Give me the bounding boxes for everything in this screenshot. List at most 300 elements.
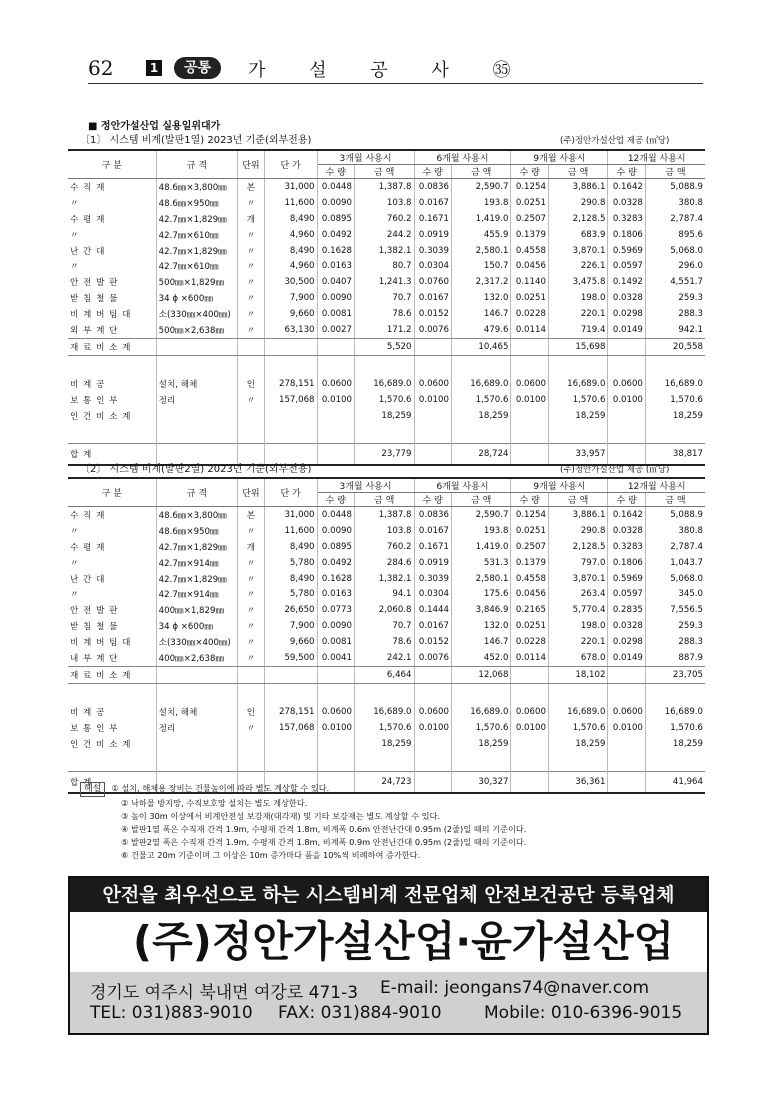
item-amount: 70.7 [355, 618, 415, 634]
item-qty: 0.0328 [608, 523, 645, 539]
item-amount: 1,419.0 [451, 211, 511, 227]
item-amount: 290.8 [548, 195, 608, 211]
item-unit: 〃 [238, 392, 264, 408]
note-line: ⑥ 건물고 20m 기준이며 그 이상은 10m 증가마다 품을 10%씩 비례하여 증가한다. [121, 850, 421, 860]
subtotal-row [68, 666, 705, 683]
item-price: 8,490 [264, 571, 317, 587]
item-price: 63,130 [264, 322, 317, 338]
subtotal-amount: 18,259 [355, 408, 415, 424]
item-unit: 〃 [238, 555, 264, 571]
item-qty: 0.0919 [414, 555, 451, 571]
item-qty: 0.0076 [414, 650, 451, 666]
item-spec: 소(330㎜×400㎜) [156, 306, 238, 322]
item-qty: 0.0167 [414, 523, 451, 539]
item-unit: 〃 [238, 650, 264, 666]
item-spec: 400㎜×2,638㎜ [156, 650, 238, 666]
table2-unit: (주)정안가설산업 제공 (㎡당) [560, 465, 670, 475]
item-unit: 〃 [238, 602, 264, 618]
item-qty: 0.0773 [317, 602, 354, 618]
item-amount: 78.6 [355, 634, 415, 650]
item-amount: 455.9 [451, 227, 511, 243]
item-amount: 132.0 [451, 618, 511, 634]
item-spec: 소(330㎜×400㎜) [156, 634, 238, 650]
col-period: 3개월 사용시 [317, 478, 414, 493]
item-amount: 16,689.0 [548, 376, 608, 392]
col-qty: 수 량 [511, 493, 548, 507]
item-qty: 0.0114 [511, 650, 548, 666]
item-amount: 678.0 [548, 650, 608, 666]
item-amount: 242.1 [355, 650, 415, 666]
item-amount: 175.6 [451, 586, 511, 602]
item-price: 8,490 [264, 243, 317, 259]
notes-tag: 해설 [80, 782, 105, 797]
item-qty: 0.0448 [317, 179, 354, 195]
item-qty: 0.0251 [511, 523, 548, 539]
col-unit: 단위 [238, 478, 264, 507]
item-qty: 0.3039 [414, 243, 451, 259]
col-amt: 금 액 [548, 165, 608, 179]
table-row [68, 634, 705, 650]
col-spec: 규 격 [156, 478, 238, 507]
item-qty: 0.0304 [414, 586, 451, 602]
item-amount: 5,068.0 [670, 245, 703, 256]
item-unit: 〃 [238, 523, 264, 539]
item-amount: 2,128.5 [548, 211, 608, 227]
col-amt: 금 액 [451, 493, 511, 507]
item-qty: 0.5969 [608, 243, 645, 259]
item-amount: 1,570.6 [670, 722, 703, 733]
item-amount: 78.6 [355, 306, 415, 322]
item-amount: 1,387.8 [355, 179, 415, 195]
item-qty: 0.0114 [511, 322, 548, 338]
item-amount: 2,128.5 [548, 539, 608, 555]
item-name: 수 직 재 [68, 507, 156, 523]
item-amount: 284.6 [355, 555, 415, 571]
item-price: 157,068 [264, 392, 317, 408]
item-spec: 400㎜×1,829㎜ [156, 602, 238, 618]
item-qty: 0.2507 [511, 211, 548, 227]
ad-email: E-mail: jeongans74@naver.com [380, 978, 650, 998]
item-unit: 〃 [238, 258, 264, 274]
chapter-title: 가 설 공 사 ㉟ [248, 60, 530, 81]
subtotal-amount: 23,779 [355, 444, 415, 466]
item-spec: 34 ϕ ×600㎜ [156, 618, 238, 634]
table-row [68, 539, 705, 555]
col-amt: 금 액 [451, 165, 511, 179]
item-qty: 0.1254 [511, 507, 548, 523]
item-spec: 48.6㎜×950㎜ [156, 523, 238, 539]
category-pill: 공통 [174, 57, 221, 79]
page-number: 62 [88, 56, 114, 80]
item-qty: 0.3039 [414, 571, 451, 587]
item-price: 11,600 [264, 523, 317, 539]
item-price: 31,000 [264, 507, 317, 523]
item-amount: 198.0 [548, 618, 608, 634]
item-spec: 42.7㎜×914㎜ [156, 555, 238, 571]
item-amount: 16,689.0 [664, 706, 703, 717]
item-name: 〃 [68, 586, 156, 602]
item-qty: 0.2507 [511, 539, 548, 555]
item-amount: 220.1 [548, 634, 608, 650]
subtotal-name: 인 건 비 소 계 [68, 736, 156, 752]
item-amount: 345.0 [678, 589, 703, 600]
subtotal-amount: 33,957 [548, 444, 608, 466]
item-qty: 0.0328 [608, 290, 645, 306]
subtotal-name: 합 계 [68, 772, 156, 794]
item-qty: 0.0027 [317, 322, 354, 338]
item-spec: 48.6㎜×3,800㎜ [156, 507, 238, 523]
item-spec: 42.7㎜×1,829㎜ [156, 211, 238, 227]
ad-banner: 안전을 최우선으로 하는 시스템비계 전문업체 안전보건공단 등록업체 [70, 878, 707, 912]
item-amount: 760.2 [355, 539, 415, 555]
item-price: 5,780 [264, 555, 317, 571]
col-period: 9개월 사용시 [511, 150, 608, 165]
item-amount: 2,590.7 [451, 179, 511, 195]
subtotal-amount: 24,723 [355, 772, 415, 794]
subtotal-amount: 18,259 [451, 736, 511, 752]
note-line: ④ 발판1열 폭은 수직재 간격 1.9m, 수평재 간격 1.8m, 비계폭 0.6m 안전난간대 0.95m (2줄)일 때의 기준이다. [121, 824, 527, 834]
subtotal-amount: 28,724 [451, 444, 511, 466]
item-amount: 3,886.1 [548, 507, 608, 523]
item-amount: 2,590.7 [451, 507, 511, 523]
item-spec: 정리 [156, 720, 238, 736]
ad-company: (주)정안가설산업·윤가설산업 [132, 917, 675, 966]
item-qty: 0.1628 [317, 243, 354, 259]
header-rule [88, 83, 703, 84]
item-spec: 500㎜×1,829㎜ [156, 274, 238, 290]
subtotal-amount: 18,259 [355, 736, 415, 752]
item-qty: 0.0228 [511, 306, 548, 322]
item-amount: 3,870.1 [548, 243, 608, 259]
item-unit: 인 [238, 704, 264, 720]
item-qty: 0.0600 [511, 704, 548, 720]
item-qty: 0.0328 [608, 618, 645, 634]
item-amount: 171.2 [355, 322, 415, 338]
item-amount: 5,088.9 [670, 181, 703, 192]
ad-mobile: Mobile: 010-6396-9015 [484, 1003, 683, 1023]
col-amt: 금 액 [645, 165, 705, 179]
col-gubun: 구 분 [68, 478, 156, 507]
item-amount: 16,689.0 [451, 704, 511, 720]
col-period: 9개월 사용시 [511, 478, 608, 493]
item-qty: 0.0407 [317, 274, 354, 290]
subtotal-amount: 18,259 [672, 738, 703, 749]
item-qty: 0.0100 [317, 392, 354, 408]
item-amount: 5,068.0 [670, 573, 703, 584]
item-amount: 719.4 [548, 322, 608, 338]
item-price: 7,900 [264, 618, 317, 634]
table-row [68, 195, 705, 211]
item-qty: 0.0600 [317, 704, 354, 720]
item-amount: 1,419.0 [451, 539, 511, 555]
item-qty: 0.1492 [608, 274, 645, 290]
item-qty: 0.0100 [511, 720, 548, 736]
table-row [68, 523, 705, 539]
ad-fax: FAX: 031)884-9010 [278, 1003, 442, 1023]
item-qty: 0.0251 [511, 618, 548, 634]
item-qty: 0.0328 [608, 195, 645, 211]
item-amount: 16,689.0 [355, 704, 415, 720]
item-qty: 0.0304 [414, 258, 451, 274]
item-qty: 0.0492 [317, 227, 354, 243]
item-amount: 1,570.6 [451, 720, 511, 736]
item-amount: 70.7 [355, 290, 415, 306]
col-qty: 수 량 [414, 493, 451, 507]
item-amount: 1,382.1 [355, 571, 415, 587]
table-row [68, 322, 705, 338]
item-qty: 0.0251 [511, 195, 548, 211]
item-qty: 0.0456 [511, 258, 548, 274]
table-row [68, 618, 705, 634]
item-amount: 3,886.1 [548, 179, 608, 195]
item-amount: 3,475.8 [548, 274, 608, 290]
item-price: 9,660 [264, 306, 317, 322]
item-qty: 0.0076 [414, 322, 451, 338]
table-row [68, 720, 705, 736]
item-amount: 103.8 [355, 195, 415, 211]
item-amount: 1,570.6 [355, 392, 415, 408]
col-qty: 수 량 [511, 165, 548, 179]
item-name: 〃 [68, 555, 156, 571]
item-spec: 42.7㎜×610㎜ [156, 258, 238, 274]
item-qty: 0.0597 [608, 258, 645, 274]
subtotal-amount: 12,068 [451, 666, 511, 683]
item-qty: 0.5969 [608, 571, 645, 587]
col-gubun: 구 분 [68, 150, 156, 179]
table-row [68, 586, 705, 602]
item-name: 수 평 재 [68, 211, 156, 227]
item-price: 59,500 [264, 650, 317, 666]
item-amount: 103.8 [355, 523, 415, 539]
item-qty: 0.0100 [511, 392, 548, 408]
col-qty: 수 량 [414, 165, 451, 179]
subtotal-row [68, 736, 705, 752]
item-amount: 146.7 [451, 634, 511, 650]
subtotal-amount: 41,964 [645, 772, 705, 794]
doc-heading: ■ 정안가설산업 실용일위대가 [88, 121, 221, 132]
item-unit: 〃 [238, 618, 264, 634]
table1-caption: 〔1〕 시스템 비계(발판1열) 2023년 기준(외부전용) [80, 135, 312, 146]
table-row [68, 602, 705, 618]
item-amount: 150.7 [451, 258, 511, 274]
item-spec: 48.6㎜×950㎜ [156, 195, 238, 211]
item-qty: 0.0163 [317, 586, 354, 602]
item-amount: 2,317.2 [451, 274, 511, 290]
item-unit: 〃 [238, 306, 264, 322]
table1-unit: (주)정안가설산업 제공 (㎡당) [560, 136, 670, 146]
item-spec: 42.7㎜×914㎜ [156, 586, 238, 602]
item-price: 8,490 [264, 539, 317, 555]
item-qty: 0.0163 [317, 258, 354, 274]
item-unit: 본 [238, 179, 264, 195]
item-name: 비 계 버 팀 대 [68, 306, 156, 322]
item-qty: 0.0600 [608, 704, 645, 720]
note-text: ① 설치, 해체용 장비는 건물높이에 따라 별도 계상할 수 있다. [111, 783, 330, 793]
table2 [68, 477, 705, 794]
subtotal-amount: 6,464 [355, 666, 415, 683]
item-amount: 2,060.8 [355, 602, 415, 618]
item-name: 받 침 철 물 [68, 290, 156, 306]
item-amount: 380.8 [678, 525, 703, 536]
note-line: ⑤ 발판2열 폭은 수직재 간격 1.9m, 수평재 간격 1.8m, 비계폭 0.9m 안전난간대 0.95m (2줄)일 때의 기준이다. [121, 837, 527, 847]
subtotal-name: 재 료 비 소 계 [68, 666, 156, 683]
subtotal-row [68, 408, 705, 424]
col-qty: 수 량 [608, 165, 645, 179]
item-qty: 0.0836 [414, 179, 451, 195]
item-qty: 0.0100 [608, 392, 645, 408]
item-qty: 0.0448 [317, 507, 354, 523]
item-amount: 2,580.1 [451, 243, 511, 259]
col-price: 단 가 [264, 478, 317, 507]
item-amount: 2,580.1 [451, 571, 511, 587]
item-spec: 42.7㎜×1,829㎜ [156, 571, 238, 587]
item-qty: 0.1379 [511, 555, 548, 571]
col-unit: 단위 [238, 150, 264, 179]
item-price: 30,500 [264, 274, 317, 290]
item-amount: 1,241.3 [355, 274, 415, 290]
table-row [68, 650, 705, 666]
item-qty: 0.0149 [608, 322, 645, 338]
col-qty: 수 량 [317, 493, 354, 507]
item-unit: 개 [238, 539, 264, 555]
item-qty: 0.1642 [608, 507, 645, 523]
item-price: 9,660 [264, 634, 317, 650]
item-qty: 0.0298 [608, 634, 645, 650]
advertisement [68, 876, 709, 1035]
item-unit: 〃 [238, 195, 264, 211]
item-amount: 3,870.1 [548, 571, 608, 587]
subtotal-amount: 18,259 [548, 408, 608, 424]
subtotal-amount: 10,465 [451, 338, 511, 355]
subtotal-amount: 20,558 [645, 338, 705, 355]
note-line [80, 782, 526, 797]
notes [80, 782, 526, 862]
table-row [68, 704, 705, 720]
item-name: 내 부 계 단 [68, 650, 156, 666]
item-qty: 0.0167 [414, 195, 451, 211]
item-qty: 0.0152 [414, 306, 451, 322]
table-row [68, 179, 705, 195]
subtotal-amount: 30,327 [451, 772, 511, 794]
subtotal-amount: 23,705 [645, 666, 705, 683]
table-row [68, 243, 705, 259]
note-line: ② 낙하물 방지망, 수직보호망 설치는 별도 계상한다. [121, 798, 308, 808]
ad-tel: TEL: 031)883-9010 [90, 1003, 253, 1023]
item-qty: 0.1671 [414, 211, 451, 227]
ad-contact [70, 972, 707, 1033]
item-qty: 0.0492 [317, 555, 354, 571]
item-amount: 5,088.9 [670, 509, 703, 520]
subtotal-name: 인 건 비 소 계 [68, 408, 156, 424]
item-amount: 290.8 [548, 523, 608, 539]
subtotal-row [68, 338, 705, 355]
item-qty: 0.0167 [414, 618, 451, 634]
item-amount: 288.3 [678, 309, 703, 320]
item-qty: 0.0600 [414, 704, 451, 720]
item-qty: 0.0081 [317, 634, 354, 650]
item-amount: 288.3 [678, 637, 703, 648]
table-row [68, 274, 705, 290]
col-period: 12개월 사용시 [608, 478, 705, 493]
item-qty: 0.3283 [608, 211, 645, 227]
item-amount: 1,570.6 [548, 392, 608, 408]
item-unit: 〃 [238, 720, 264, 736]
item-name: 비 계 버 팀 대 [68, 634, 156, 650]
table2-caption: 〔2〕 시스템 비계(발판2열) 2023년 기준(외부전용) [80, 464, 312, 475]
table-row [68, 258, 705, 274]
col-period: 6개월 사용시 [414, 478, 511, 493]
item-name: 난 간 대 [68, 243, 156, 259]
item-name: 받 침 철 물 [68, 618, 156, 634]
item-name: 안 전 발 판 [68, 602, 156, 618]
item-unit: 〃 [238, 571, 264, 587]
item-price: 8,490 [264, 211, 317, 227]
item-price: 26,650 [264, 602, 317, 618]
item-name: 수 평 재 [68, 539, 156, 555]
item-amount: 1,570.6 [670, 394, 703, 405]
item-amount: 220.1 [548, 306, 608, 322]
item-qty: 0.1806 [608, 227, 645, 243]
item-amount: 452.0 [451, 650, 511, 666]
item-price: 4,960 [264, 258, 317, 274]
item-qty: 0.0895 [317, 211, 354, 227]
item-qty: 0.0600 [414, 376, 451, 392]
item-qty: 0.0152 [414, 634, 451, 650]
item-unit: 〃 [238, 634, 264, 650]
item-amount: 1,382.1 [355, 243, 415, 259]
item-qty: 0.4558 [511, 243, 548, 259]
item-qty: 0.3283 [608, 539, 645, 555]
table-row [68, 571, 705, 587]
item-qty: 0.0600 [511, 376, 548, 392]
item-amount: 16,689.0 [548, 704, 608, 720]
table-row [68, 227, 705, 243]
table-row [68, 290, 705, 306]
item-amount: 479.6 [451, 322, 511, 338]
col-period: 3개월 사용시 [317, 150, 414, 165]
item-unit: 개 [238, 211, 264, 227]
item-qty: 0.0100 [414, 392, 451, 408]
item-name: 보 통 인 부 [68, 720, 156, 736]
item-amount: 263.4 [548, 586, 608, 602]
item-amount: 1,570.6 [451, 392, 511, 408]
item-qty: 0.0597 [608, 586, 645, 602]
item-spec: 42.7㎜×1,829㎜ [156, 243, 238, 259]
item-unit: 〃 [238, 243, 264, 259]
item-qty: 0.0167 [414, 290, 451, 306]
item-qty: 0.0041 [317, 650, 354, 666]
item-qty: 0.1642 [608, 179, 645, 195]
item-amount: 94.1 [355, 586, 415, 602]
item-qty: 0.2165 [511, 602, 548, 618]
item-spec: 48.6㎜×3,800㎜ [156, 179, 238, 195]
col-amt: 금 액 [548, 493, 608, 507]
item-price: 278,151 [264, 376, 317, 392]
item-qty: 0.1444 [414, 602, 451, 618]
item-qty: 0.1379 [511, 227, 548, 243]
item-name: 〃 [68, 195, 156, 211]
subtotal-amount: 18,259 [548, 736, 608, 752]
item-spec: 정리 [156, 392, 238, 408]
item-unit: 〃 [238, 227, 264, 243]
item-qty: 0.0600 [317, 376, 354, 392]
item-amount: 1,387.8 [355, 507, 415, 523]
item-unit: 본 [238, 507, 264, 523]
item-unit: 〃 [238, 586, 264, 602]
table-row [68, 376, 705, 392]
col-qty: 수 량 [317, 165, 354, 179]
note-line: ③ 높이 30m 이상에서 비계안전성 보강재(대각재) 및 기타 보강재는 별도 계상할 수 있다. [121, 811, 441, 821]
